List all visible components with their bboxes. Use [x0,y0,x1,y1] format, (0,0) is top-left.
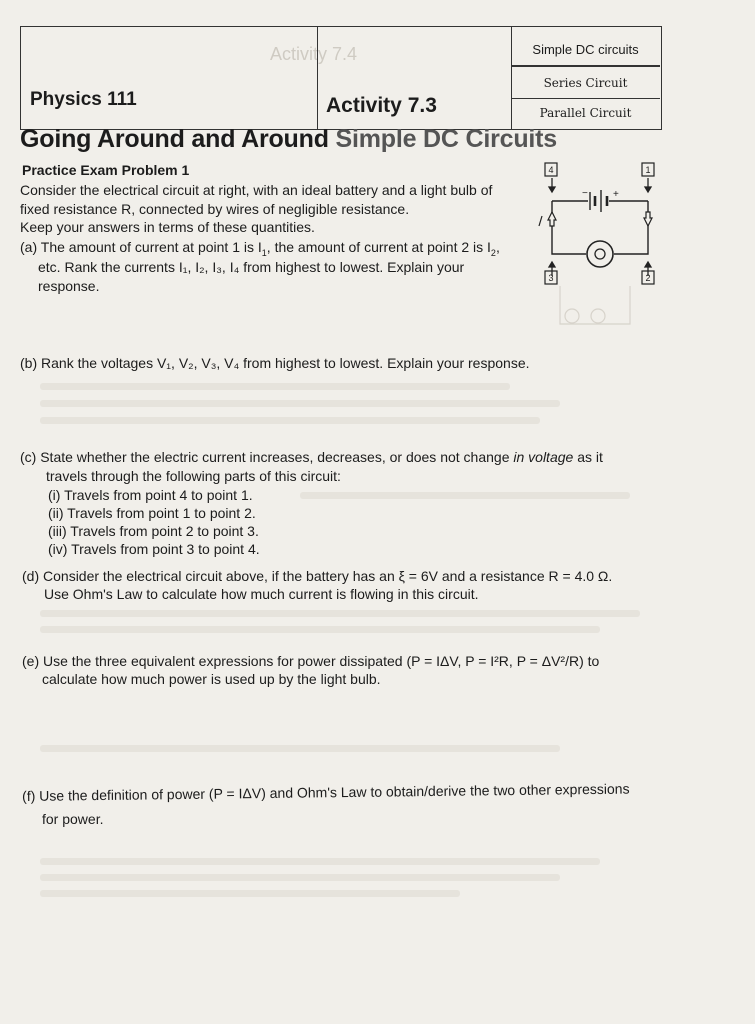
question-e-line2: calculate how much power is used up by the light bulb. [42,671,381,687]
header-divider [317,27,318,129]
flow-arrows [548,212,652,226]
intro-line: Consider the electrical circuit at right, with an ideal battery and a light bulb of [20,182,493,198]
point-label: 3 [548,273,554,283]
bleed-through-line [300,492,630,499]
tag-series: Series Circuit [511,66,660,99]
question-f-line2: for power. [42,811,104,827]
bleed-through-line [40,417,540,424]
question-a-text: The amount of current at point 1 is I [40,239,262,255]
question-c-line2: travels through the following parts of this circuit: [46,468,341,484]
bleed-through-line [40,745,560,752]
question-f-text: Use the definition of power (P = IΔV) and Ohm's Law to obtain/derive the two other expressions [39,780,630,804]
title-part1: Going Around and Around [20,125,329,153]
point-label: 4 [548,165,554,175]
bleed-through-line [40,400,560,407]
question-c [20,448,603,467]
question-d-text: Consider the electrical circuit above, if the battery has an ξ = 6V and a resistance R = 4.0 Ω. [43,568,613,584]
point-box-3 [545,271,557,284]
question-a [20,238,500,257]
bleed-through-circuit [560,286,630,324]
intro-line: Keep your answers in terms of these quantities. [20,219,315,235]
problem-heading: Practice Exam Problem 1 [22,162,190,178]
light-bulb-icon [587,241,613,267]
question-a-line2: etc. Rank the currents I₁, I₂, I₃, I₄ from highest to lowest. Explain your [38,259,465,275]
bleed-through-line [40,626,600,633]
point-box-1 [642,163,654,176]
question-d [22,567,612,586]
circuit-diagram [530,156,670,336]
intro-line: fixed resistance R, connected by wires of negligible resistance. [20,201,410,217]
point-label: 1 [645,165,651,175]
question-label: (e) [22,653,40,669]
bleed-through-line [40,874,560,881]
question-e-text: Use the three equivalent expressions for power dissipated (P = IΔV, P = I²R, P = ΔV²/R) to [43,653,600,669]
question-e [22,652,599,671]
question-a-line3: response. [38,278,100,294]
activity-title: Activity 7.3 [326,94,437,117]
question-c-item: (i) Travels from point 4 to point 1. [48,487,253,503]
question-label: (d) [22,568,40,584]
question-f [22,780,630,806]
bleed-through-line [40,890,460,897]
question-c-item: (ii) Travels from point 1 to point 2. [48,505,256,521]
question-c-text: as it [573,449,603,465]
question-a-text: , the amount of current at point 2 is I [266,239,491,255]
bleed-through-text: Activity 7.4 [270,44,358,64]
tag-simple-dc: Simple DC circuits [511,34,660,66]
question-label: (f) [22,787,36,804]
bleed-through-line [40,383,510,390]
title-part2: Simple DC Circuits [335,125,557,153]
arrow-tick [539,216,542,226]
battery-plus-label: + [613,189,619,200]
question-a-text: , [495,239,500,255]
question-label: (b) [20,355,38,371]
question-b [20,354,530,373]
point-box-2 [642,271,654,284]
course-title: Physics 111 [30,89,137,110]
question-label: (a) [20,239,38,255]
point-label: 2 [645,273,651,283]
question-b-text: Rank the voltages V₁, V₂, V₃, V₄ from highest to lowest. Explain your response. [41,355,530,371]
tag-parallel: Parallel Circuit [511,98,660,127]
battery-icon [590,190,607,212]
point-box-4 [545,163,557,176]
bleed-through-line [40,858,600,865]
subscript: 1 [261,247,267,258]
question-c-text: State whether the electric current increases, decreases, or does not change [40,449,514,465]
question-c-item: (iv) Travels from point 3 to point 4. [48,541,260,557]
battery-minus-label: − [582,188,588,199]
question-c-emphasis: in voltage [513,449,574,465]
page-title [20,125,557,154]
question-label: (c) [20,449,37,465]
bleed-through-line [40,610,640,617]
subscript: 2 [490,247,496,258]
question-d-line2: Use Ohm's Law to calculate how much current is flowing in this circuit. [44,586,479,602]
question-c-item: (iii) Travels from point 2 to point 3. [48,523,259,539]
